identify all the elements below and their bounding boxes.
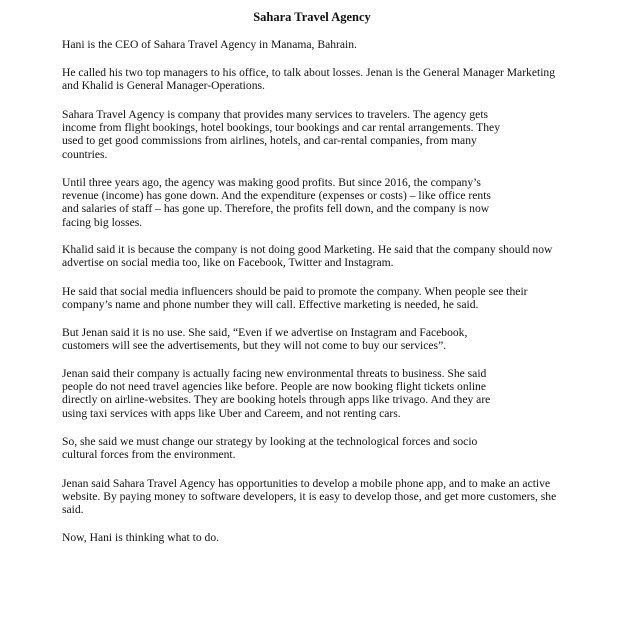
paragraph-opportunities	[62, 477, 582, 517]
text-line: revenue (income) has gone down. And the expenditure (expenses or costs) – like office rents	[62, 189, 491, 203]
text-line: Sahara Travel Agency is company that provides many services to travelers. The agency gets	[62, 108, 489, 121]
text-line: But Jenan said it is no use. She said, “Even if we advertise on Instagram and Facebook,	[62, 326, 468, 339]
text-line: and Khalid is General Manager-Operations.	[62, 79, 265, 93]
text-line: cultural forces from the environment.	[62, 448, 236, 462]
text-line: Khalid said it is because the company is not doing good Marketing. He said that the company should now	[62, 243, 553, 256]
paragraph-intro	[62, 38, 582, 51]
text-line: said.	[62, 503, 84, 517]
text-line: people do not need travel agencies like before. People are now booking flight tickets online	[62, 380, 487, 394]
text-line: He said that social media influencers should be paid to promote the company. When people see their	[62, 285, 528, 298]
text-line: Until three years ago, the agency was making good profits. But since 2016, the company’s	[62, 176, 481, 189]
text-line: directly on airline-websites. They are booking hotels through apps like trivago. And they are	[62, 393, 491, 407]
text-line: He called his two top managers to his office, to talk about losses. Jenan is the General Manager Marketing	[62, 66, 556, 79]
text-line: customers will see the advertisements, but they will not come to buy our services”.	[62, 339, 447, 353]
text-line: So, she said we must change our strategy by looking at the technological forces and socio	[62, 435, 478, 448]
paragraph-khalid	[62, 243, 582, 269]
paragraph-influencers	[62, 285, 582, 311]
document-title: Sahara Travel Agency	[253, 10, 371, 24]
text-line: website. By paying money to software developers, it is easy to develop those, and get more customers, she	[62, 490, 557, 504]
text-line: used to get good commissions from airlines, hotels, and car-rental companies, from many	[62, 134, 477, 148]
paragraph-strategy	[62, 435, 582, 461]
text-line: advertise on social media too, like on Facebook, Twitter and Instagram.	[62, 256, 394, 270]
text-line: using taxi services with apps like Uber and Careem, and not renting cars.	[62, 406, 401, 420]
text-line: income from flight bookings, hotel bookings, tour bookings and car rental arrangements. They	[62, 121, 500, 135]
text-line: Hani is the CEO of Sahara Travel Agency in Manama, Bahrain.	[62, 38, 357, 51]
text-line: Jenan said their company is actually facing new environmental threats to business. She said	[62, 367, 487, 380]
paragraph-managers	[62, 66, 582, 92]
text-line: Now, Hani is thinking what to do.	[62, 531, 220, 544]
paragraph-conclusion	[62, 531, 582, 544]
text-line: Jenan said Sahara Travel Agency has opportunities to develop a mobile phone app, and to make an active	[62, 477, 551, 490]
text-line: company’s name and phone number they will call. Effective marketing is needed, he said.	[62, 298, 479, 312]
paragraph-jenan-objection	[62, 326, 582, 352]
paragraph-profits	[62, 176, 582, 229]
paragraph-threats	[62, 367, 582, 420]
text-line: and salaries of staff – has gone up. Therefore, the profits fell down, and the company is now	[62, 202, 490, 216]
text-line: facing big losses.	[62, 215, 143, 229]
text-line: countries.	[62, 147, 108, 161]
paragraph-company	[62, 108, 582, 161]
